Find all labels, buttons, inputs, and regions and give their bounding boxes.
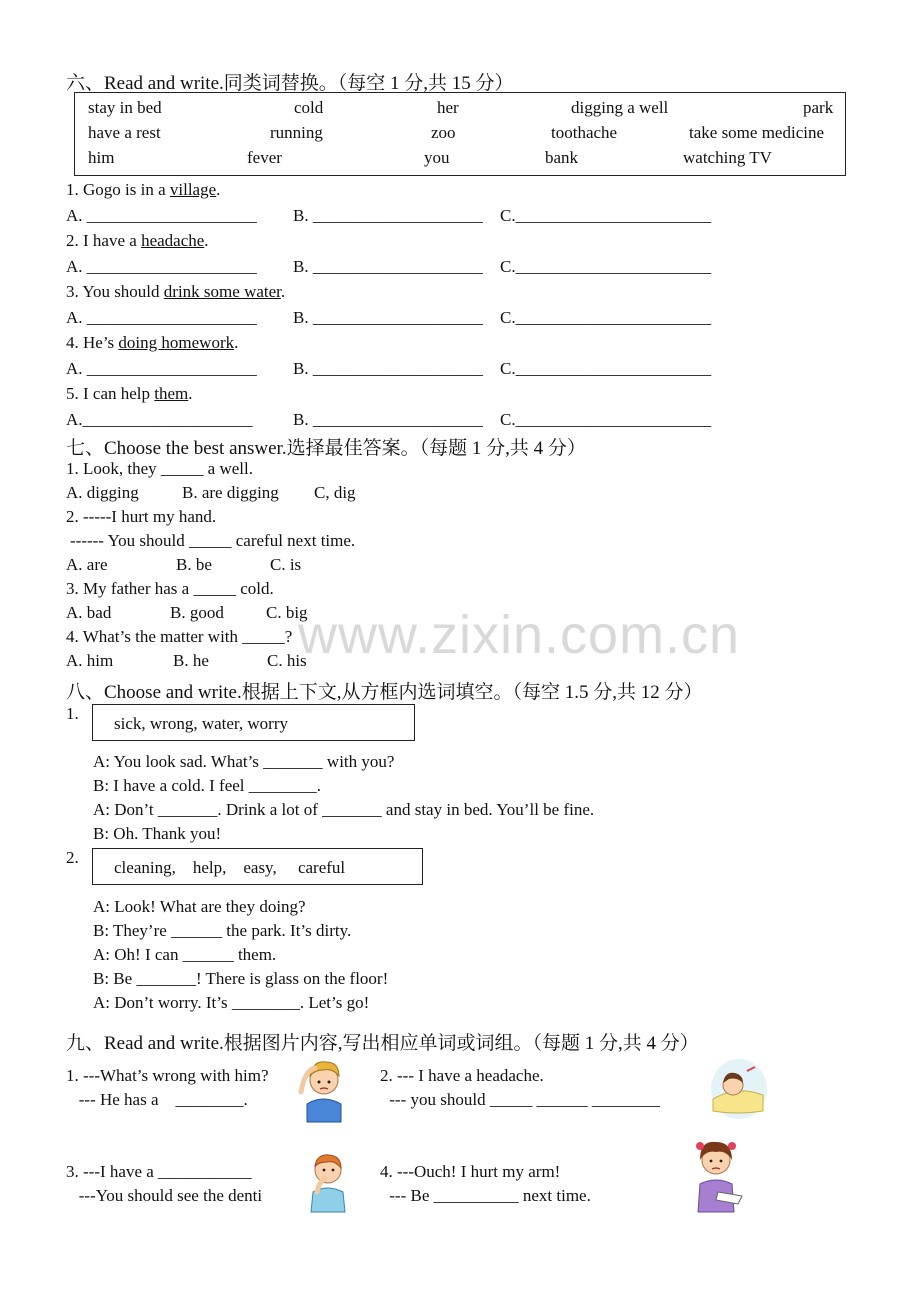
watermark: www.zixin.com.cn <box>298 605 741 665</box>
question: ------ You should _____ careful next time. <box>70 531 356 550</box>
question: 4. What’s the matter with _____? <box>66 627 293 646</box>
question-4-answer: --- Be __________ next time. <box>385 1186 591 1205</box>
answer-line[interactable]: B. ____________________ <box>293 308 483 327</box>
answer-line[interactable]: B. ____________________ <box>293 257 483 276</box>
word-bank: sick, wrong, water, worry <box>114 714 288 733</box>
question-1: 1. ---What’s wrong with him? <box>66 1066 269 1085</box>
dialog-line: A: You look sad. What’s _______ with you? <box>93 752 395 771</box>
answer-line[interactable]: B. ____________________ <box>293 410 483 429</box>
option[interactable]: C. big <box>266 603 308 622</box>
word: watching TV <box>683 148 772 167</box>
word: digging a well <box>571 98 669 117</box>
question-2: 2. --- I have a headache. <box>380 1066 544 1085</box>
word: toothache <box>551 123 618 142</box>
answer-line[interactable]: C._______________________ <box>500 308 712 327</box>
dialog-line: B: Be _______! There is glass on the floor! <box>93 969 389 988</box>
answer-line[interactable]: C._______________________ <box>500 359 712 378</box>
option[interactable]: B. be <box>176 555 212 574</box>
word: bank <box>545 148 579 167</box>
word: have a rest <box>88 123 161 142</box>
question-5: 5. I can help them. <box>66 384 193 403</box>
boy-fever-illustration <box>293 1052 355 1124</box>
word: fever <box>247 148 282 167</box>
answer-line[interactable]: B. ____________________ <box>293 206 483 225</box>
dialog-line: A: Oh! I can ______ them. <box>93 945 277 964</box>
answer-line[interactable]: C._______________________ <box>500 257 712 276</box>
answer-line[interactable]: A. ____________________ <box>66 257 257 276</box>
question-3: 3. ---I have a ___________ <box>66 1162 252 1181</box>
option[interactable]: C. is <box>270 555 302 574</box>
part-number: 1. <box>66 704 79 723</box>
part-number: 2. <box>66 848 79 867</box>
question: 2. -----I hurt my hand. <box>66 507 217 526</box>
question-4: 4. He’s doing homework. <box>66 333 239 352</box>
word: take some medicine <box>689 123 825 142</box>
dialog-line: B: Oh. Thank you! <box>93 824 222 843</box>
word: zoo <box>431 123 456 142</box>
section9-title: 九、Read and write.根据图片内容,写出相应单词或词组。（每题 1 分,共 4 分） <box>66 1033 699 1054</box>
word: park <box>803 98 834 117</box>
answer-line[interactable]: A. ____________________ <box>66 308 257 327</box>
word: stay in bed <box>88 98 162 117</box>
dialog-line: B: They’re ______ the park. It’s dirty. <box>93 921 352 940</box>
word: running <box>270 123 323 142</box>
question: 1. Look, they _____ a well. <box>66 459 253 478</box>
answer-line[interactable]: A.____________________ <box>66 410 253 429</box>
question: 3. My father has a _____ cold. <box>66 579 274 598</box>
dialog-line: A: Look! What are they doing? <box>93 897 306 916</box>
word: you <box>424 148 450 167</box>
section6-title: 六、Read and write.同类词替换。（每空 1 分,共 15 分） <box>66 73 514 94</box>
answer-line[interactable]: A. ____________________ <box>66 206 257 225</box>
option[interactable]: B. he <box>173 651 209 670</box>
girl-hurt-arm-illustration <box>680 1134 752 1214</box>
word: him <box>88 148 115 167</box>
sick-in-bed-illustration <box>707 1055 767 1121</box>
option[interactable]: A. him <box>66 651 114 670</box>
toothache-illustration <box>305 1148 351 1214</box>
option[interactable]: C, dig <box>314 483 356 502</box>
option[interactable]: B. are digging <box>182 483 279 502</box>
answer-line[interactable]: C._______________________ <box>500 410 712 429</box>
dialog-line: B: I have a cold. I feel ________. <box>93 776 322 795</box>
dialog-line: A: Don’t worry. It’s ________. Let’s go! <box>93 993 370 1012</box>
question-1-answer: --- He has a ________. <box>66 1090 248 1109</box>
question-3: 3. You should drink some water. <box>66 282 286 301</box>
section7-title: 七、Choose the best answer.选择最佳答案。（每题 1 分,共 4 分） <box>66 438 586 459</box>
option[interactable]: C. his <box>267 651 307 670</box>
word: cold <box>294 98 324 117</box>
question-4: 4. ---Ouch! I hurt my arm! <box>380 1162 561 1181</box>
option[interactable]: A. digging <box>66 483 139 502</box>
question-2: 2. I have a headache. <box>66 231 209 250</box>
word: her <box>437 98 459 117</box>
option[interactable]: A. bad <box>66 603 112 622</box>
option[interactable]: A. are <box>66 555 108 574</box>
dialog-line: A: Don’t _______. Drink a lot of _______ and stay in bed. You’ll be fine. <box>93 800 595 819</box>
section8-title: 八、Choose and write.根据上下文,从方框内选词填空。（每空 1.5 分,共 12 分） <box>66 682 703 703</box>
word-bank: cleaning, help, easy, careful <box>114 858 346 877</box>
answer-line[interactable]: B. ____________________ <box>293 359 483 378</box>
question-2-answer: --- you should _____ ______ ________ <box>385 1090 660 1109</box>
answer-line[interactable]: A. ____________________ <box>66 359 257 378</box>
question-3-answer: ---You should see the denti <box>66 1186 263 1205</box>
question-1: 1. Gogo is in a village. <box>66 180 221 199</box>
option[interactable]: B. good <box>170 603 224 622</box>
answer-line[interactable]: C._______________________ <box>500 206 712 225</box>
